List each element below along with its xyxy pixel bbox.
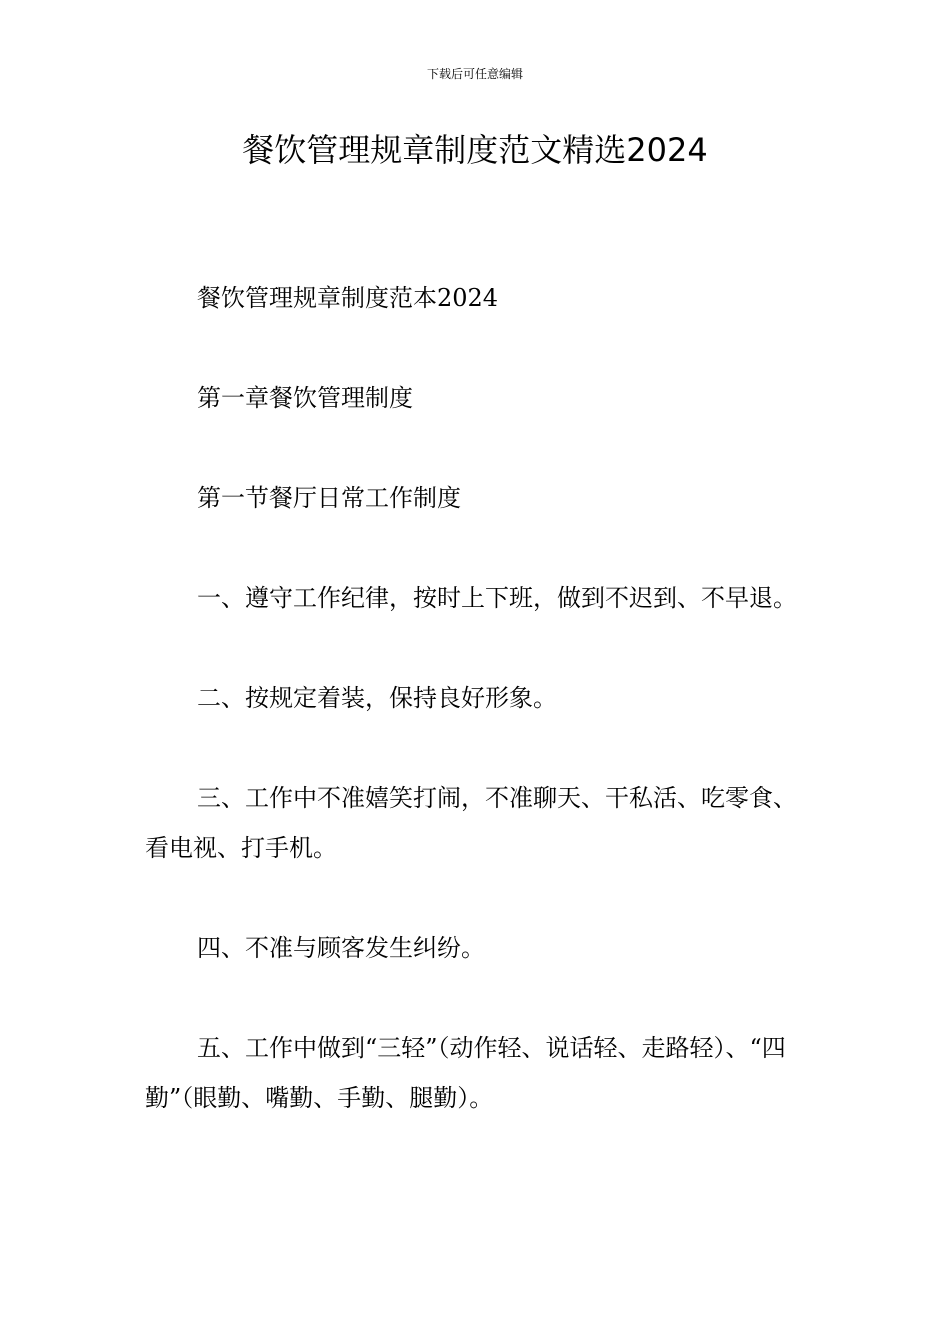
document-body <box>145 273 810 1173</box>
paragraph-rule-3: 三、工作中不准嬉笑打闹，不准聊天、干私活、吃零食、看电视、打手机。 <box>145 784 797 862</box>
paragraph-rule-5: 五、工作中做到“三轻”（动作轻、说话轻、走路轻）、“四勤”（眼勤、嘴勤、手勤、腿勤）。 <box>145 1034 786 1112</box>
document-title: 餐饮管理规章制度范文精选2024 <box>242 131 708 169</box>
header-note: 下载后可任意编辑 <box>426 67 523 81</box>
paragraph-rule-4: 四、不准与顾客发生纠纷。 <box>197 934 485 962</box>
paragraph-subtitle: 餐饮管理规章制度范本2024 <box>197 284 499 312</box>
paragraph-rule-2: 二、按规定着装，保持良好形象。 <box>197 684 557 712</box>
paragraph-chapter-heading: 第一章餐饮管理制度 <box>197 384 413 412</box>
paragraph-section-heading: 第一节餐厅日常工作制度 <box>197 484 461 512</box>
paragraph-rule-1: 一、遵守工作纪律，按时上下班，做到不迟到、不早退。 <box>197 584 797 612</box>
